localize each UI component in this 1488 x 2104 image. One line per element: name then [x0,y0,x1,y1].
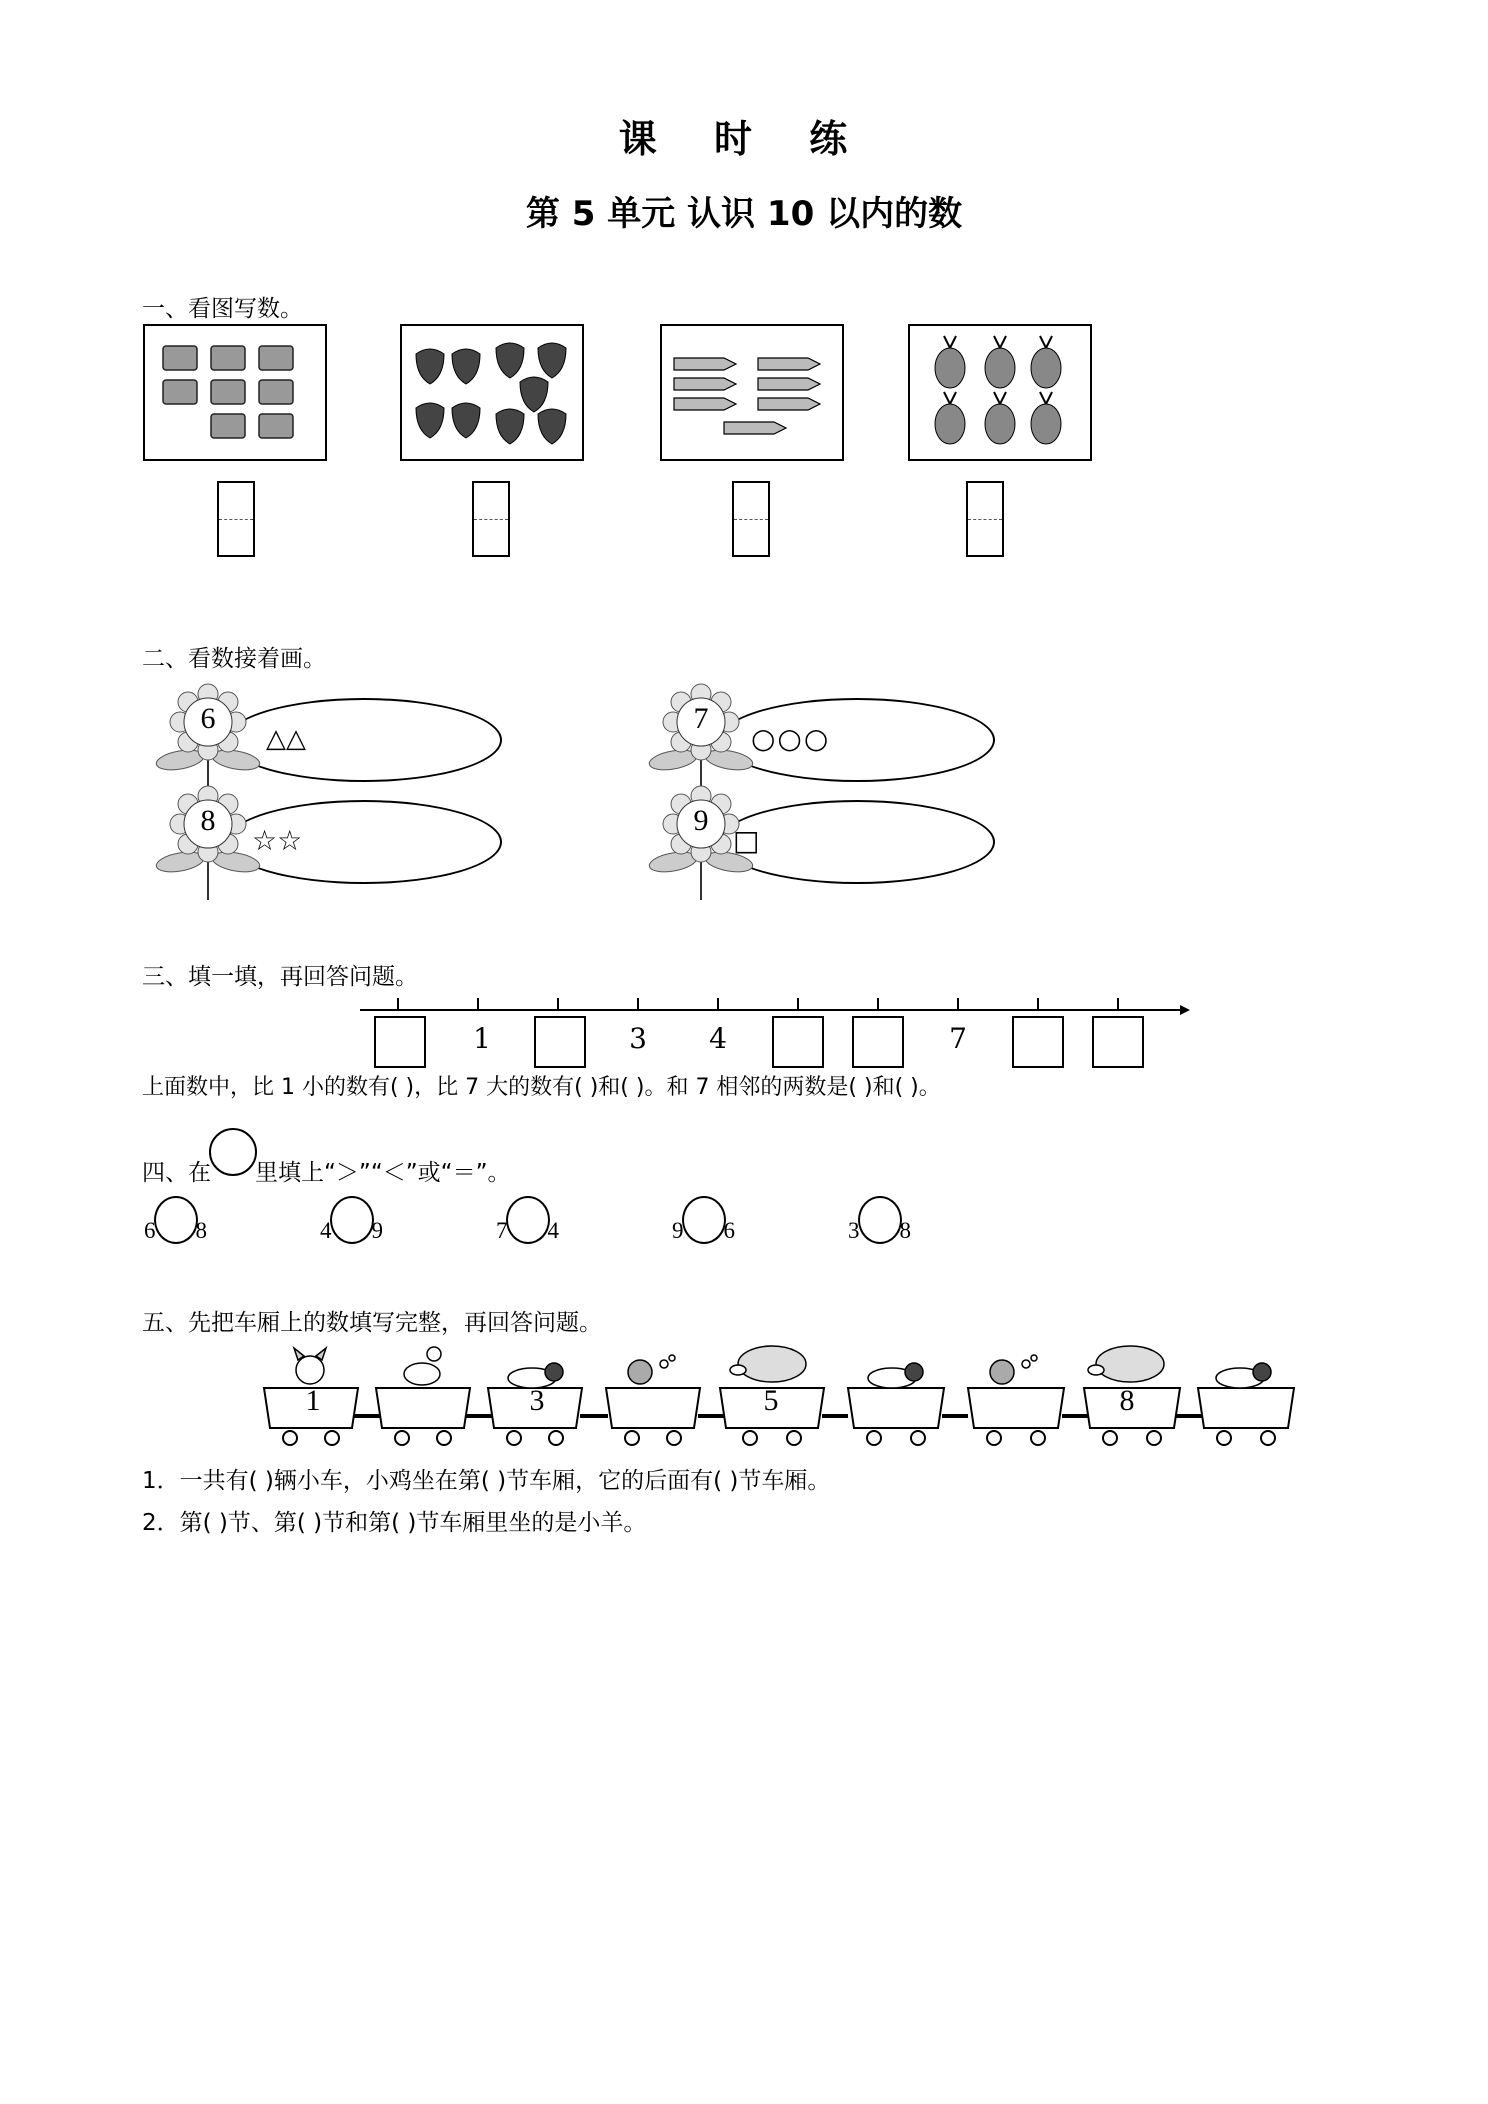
compare-item-5 [848,1196,911,1244]
number-line-label: 4 [709,1022,727,1055]
number-line-box-0[interactable] [374,1016,426,1068]
car-number: 1 [305,1384,321,1417]
car-number-blank[interactable] [400,1384,460,1418]
turtle-icon [1088,1346,1164,1382]
number-line-box-5[interactable] [772,1016,824,1068]
q4-label [142,1128,511,1187]
q2-label: 二、看数接着画。 [142,646,326,672]
car-number: 8 [1119,1384,1135,1417]
q1-label: 一、看图写数。 [142,296,303,322]
drawn-shapes: ☆☆ [252,824,303,857]
compare-item-4 [672,1196,735,1244]
drawn-shapes: □ [733,824,760,857]
answer-box-strawberries[interactable] [472,481,510,557]
flower-number: 7 [693,702,709,735]
compare-item-1 [144,1196,207,1244]
car-number: 3 [529,1384,545,1417]
left-number: 6 [144,1218,156,1243]
car-number-blank[interactable] [620,1384,680,1418]
cat-icon [294,1348,326,1384]
number-line-label: 7 [949,1022,967,1055]
answer-box-pineapples[interactable] [966,481,1004,557]
answer-box-books[interactable] [217,481,255,557]
flower-row-8 [152,782,512,902]
unit-title: 第 5 单元 认识 10 以内的数 [525,194,963,234]
strawberry-icons [402,326,582,459]
flower-number: 8 [200,804,216,837]
left-number: 3 [848,1218,860,1243]
strawberries-picture [400,324,584,461]
left-number: 4 [320,1218,332,1243]
left-number: 9 [672,1218,684,1243]
q5-question-2: 2．第( )节、第( )节和第( )节车厢里坐的是小羊。 [142,1510,647,1536]
page-title: 课 时 练 [618,117,870,161]
car-number-blank[interactable] [868,1384,928,1418]
flower-number: 6 [200,702,216,735]
drawing-ellipse[interactable] [719,800,995,884]
compare-item-2 [320,1196,383,1244]
flower-icon [152,782,262,902]
right-number: 4 [547,1218,559,1243]
left-number: 7 [496,1218,508,1243]
turtle-icon [730,1346,806,1382]
number-line-box-6[interactable] [852,1016,904,1068]
q3-question: 上面数中，比 1 小的数有( )，比 7 大的数有( )和( )。和 7 相邻的两数是( )和( )。 [142,1075,941,1100]
compare-item-3 [496,1196,559,1244]
right-number: 8 [195,1218,207,1243]
flower-number: 9 [693,804,709,837]
q5-label: 五、先把车厢上的数填写完整，再回答问题。 [142,1310,602,1336]
car-number: 5 [763,1384,779,1417]
compare-circle[interactable] [506,1196,550,1244]
number-line-label: 1 [473,1022,491,1055]
number-line-label: 3 [629,1022,647,1055]
drawn-shapes: △△ [266,724,306,754]
compare-circle[interactable] [682,1196,726,1244]
number-line-box-8[interactable] [1012,1016,1064,1068]
q4-label-after: 里填上“＞”“＜”或“＝”。 [255,1160,511,1186]
compare-circle[interactable] [858,1196,902,1244]
chick-icon [404,1347,441,1385]
q3-label: 三、填一填，再回答问题。 [142,964,418,990]
compare-circle[interactable] [154,1196,198,1244]
circle-icon [209,1128,257,1176]
drawn-shapes: ○○○ [751,722,831,755]
flower-row-9 [645,782,1005,902]
pineapple-icons [910,326,1090,459]
number-line-box-2[interactable] [534,1016,586,1068]
monkey-icon [628,1355,675,1384]
answer-box-pencils[interactable] [732,481,770,557]
compare-circle[interactable] [330,1196,374,1244]
q5-question-1: 1．一共有( )辆小车，小鸡坐在第( )节车厢，它的后面有( )节车厢。 [142,1468,831,1494]
pencil-icons [662,326,842,459]
monkey-icon [990,1355,1037,1384]
right-number: 8 [899,1218,911,1243]
car-number-blank[interactable] [1214,1384,1274,1418]
pencils-picture [660,324,844,461]
right-number: 6 [723,1218,735,1243]
car-number-blank[interactable] [988,1384,1048,1418]
q4-label-before: 四、在 [142,1160,211,1186]
right-number: 9 [371,1218,383,1243]
number-line-box-9[interactable] [1092,1016,1144,1068]
books-picture [143,324,327,461]
book-icons [145,326,325,459]
pineapples-picture [908,324,1092,461]
